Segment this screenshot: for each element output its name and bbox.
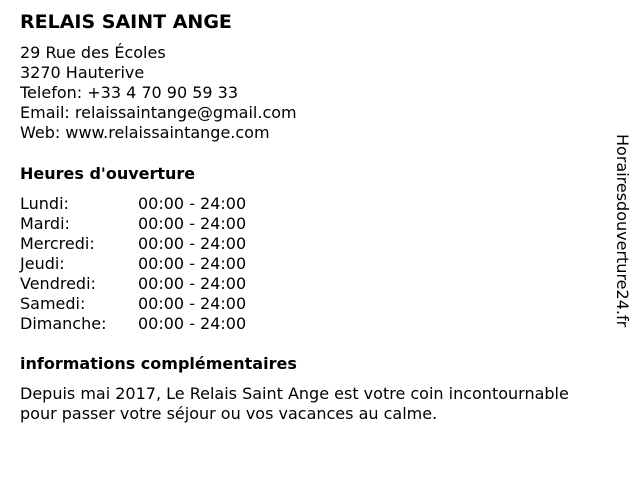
hours-row-jeudi bbox=[20, 254, 280, 274]
time-range: 00:00 - 24:00 bbox=[138, 214, 247, 233]
email-address: Email: relaissaintange@gmail.com bbox=[20, 103, 297, 122]
hours-row-samedi bbox=[20, 294, 280, 314]
time-range: 00:00 - 24:00 bbox=[138, 234, 247, 253]
day-label: Mercredi: bbox=[20, 234, 95, 253]
day-label: Jeudi: bbox=[20, 254, 65, 273]
info-description: Depuis mai 2017, Le Relais Saint Ange est votre coin incontournable pour passer votre séjour ou vos vacances au calme. bbox=[20, 384, 569, 423]
phone-number: Telefon: +33 4 70 90 59 33 bbox=[20, 83, 239, 102]
day-label: Lundi: bbox=[20, 194, 69, 213]
time-range: 00:00 - 24:00 bbox=[138, 274, 247, 293]
day-label: Mardi: bbox=[20, 214, 70, 233]
website: Web: www.relaissaintange.com bbox=[20, 123, 270, 142]
hours-row-vendredi bbox=[20, 274, 280, 294]
hours-row-mardi bbox=[20, 214, 280, 234]
hours-row-dimanche bbox=[20, 314, 280, 334]
business-name: RELAIS SAINT ANGE bbox=[20, 11, 232, 33]
site-watermark: Horairesdouverture24.fr bbox=[613, 134, 632, 328]
info-heading: informations complémentaires bbox=[20, 354, 297, 373]
address-street: 29 Rue des Écoles bbox=[20, 43, 166, 62]
address-city: 3270 Hauterive bbox=[20, 63, 145, 82]
hours-row-mercredi bbox=[20, 234, 280, 254]
day-label: Dimanche: bbox=[20, 314, 107, 333]
contact-block bbox=[20, 43, 297, 143]
hours-row-lundi bbox=[20, 194, 280, 214]
time-range: 00:00 - 24:00 bbox=[138, 294, 247, 313]
hours-heading: Heures d'ouverture bbox=[20, 164, 196, 183]
day-label: Samedi: bbox=[20, 294, 86, 313]
time-range: 00:00 - 24:00 bbox=[138, 314, 247, 333]
opening-hours-table bbox=[20, 194, 280, 334]
time-range: 00:00 - 24:00 bbox=[138, 254, 247, 273]
time-range: 00:00 - 24:00 bbox=[138, 194, 247, 213]
day-label: Vendredi: bbox=[20, 274, 96, 293]
